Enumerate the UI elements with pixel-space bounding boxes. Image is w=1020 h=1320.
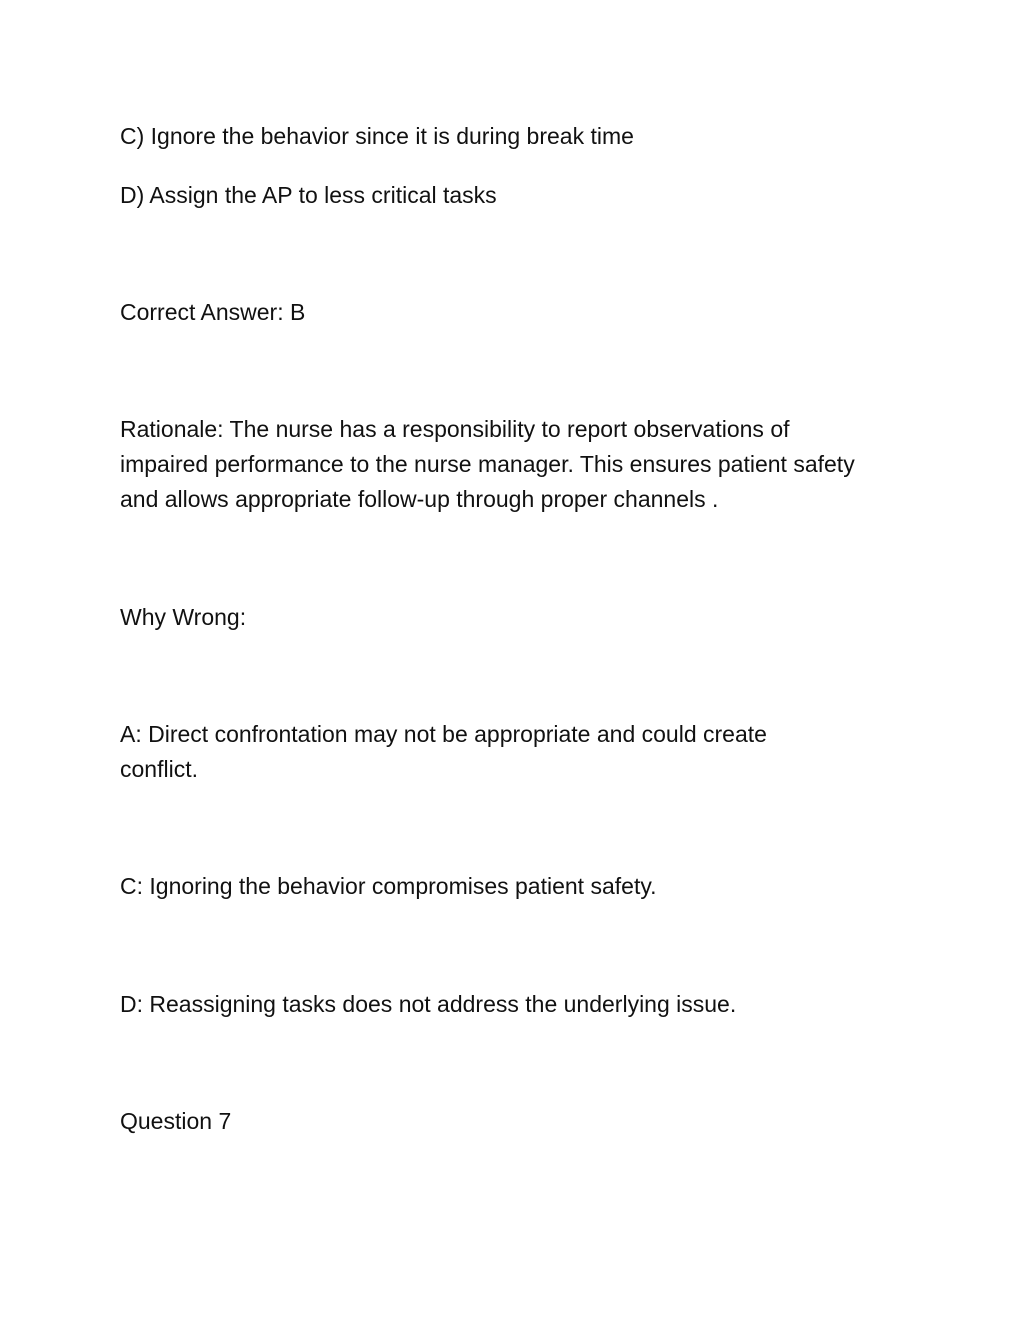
correct-answer: Correct Answer: B [120, 299, 306, 325]
why-wrong-option-d: D: Reassigning tasks does not address the underlying issue. [120, 991, 737, 1017]
why-wrong-option-a: A: Direct confrontation may not be appropriate and could create conflict. [120, 721, 767, 782]
why-wrong-heading: Why Wrong: [120, 604, 247, 630]
rationale-paragraph: Rationale: The nurse has a responsibility to report observations of impaired performance to the nurse manager. This ensures patient safety and allows appropriate follow-up through proper channels . [120, 416, 855, 512]
why-wrong-option-c: C: Ignoring the behavior compromises patient safety. [120, 873, 657, 899]
next-question-heading: Question 7 [120, 1108, 232, 1134]
answer-option-c: C) Ignore the behavior since it is during break time [120, 123, 634, 149]
answer-option-d: D) Assign the AP to less critical tasks [120, 182, 497, 208]
